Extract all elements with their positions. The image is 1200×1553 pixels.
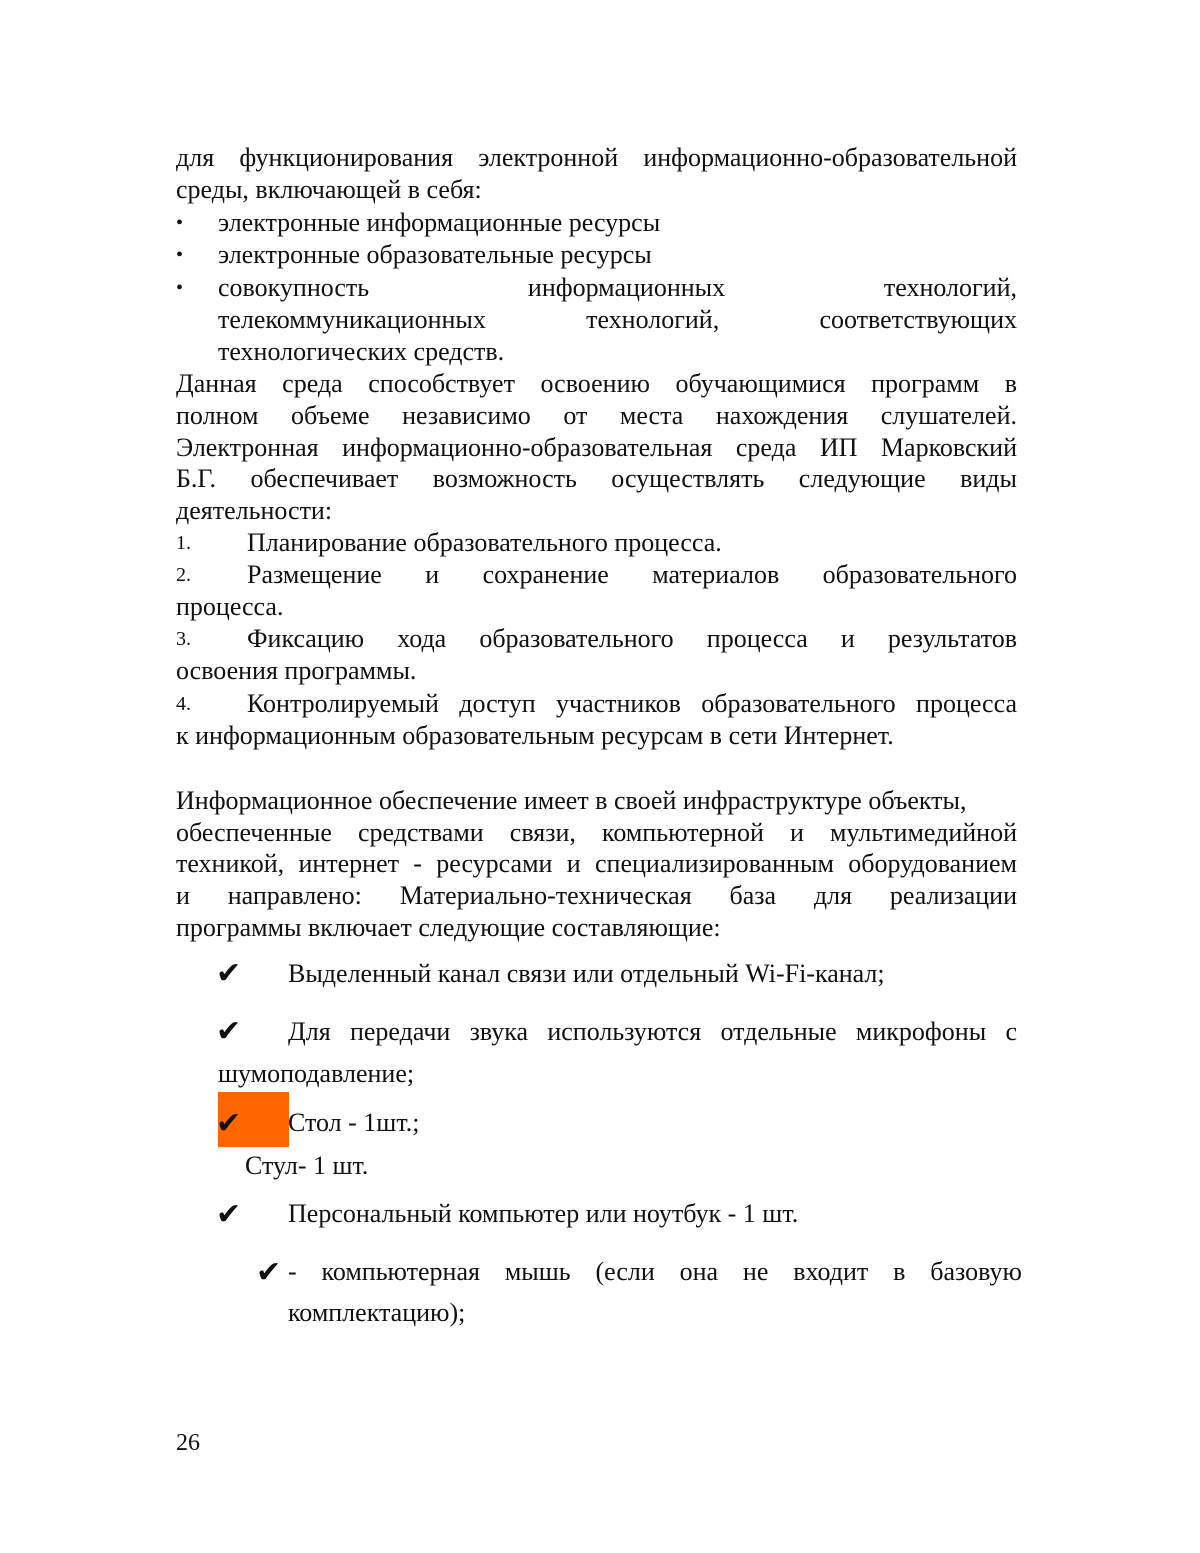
paragraph1-line-4: Б.Г. обеспечивает возможность осуществлять следующие виды (176, 464, 1017, 493)
paragraph2-line-4: и направлено: Материально-техническая база для реализации (176, 881, 1017, 910)
list-number-1: 1. (176, 532, 191, 554)
numbered-item-3-line-2: освоения программы. (176, 656, 417, 685)
numbered-item-4-line-1: Контролируемый доступ участников образовательного процесса (247, 689, 1017, 718)
intro-line-2: среды, включающей в себя: (176, 175, 482, 204)
numbered-item-2-line-2: процесса. (176, 592, 284, 621)
paragraph2-line-1: Информационное обеспечение имеет в своей инфраструктуре объекты, (176, 786, 967, 815)
chair-line: Стул- 1 шт. (245, 1151, 369, 1180)
checkmark-icon: ✔ (216, 956, 242, 991)
checkmark-icon: ✔ (216, 1106, 242, 1141)
numbered-item-3-line-1: Фиксацию хода образовательного процесса и результатов (247, 624, 1017, 653)
list-number-4: 4. (176, 693, 191, 715)
checklist-item-2-line-2: шумоподавление; (218, 1059, 415, 1088)
bullet-icon: • (176, 212, 184, 234)
list-number-2: 2. (176, 564, 191, 586)
checklist-item-2-line-1: Для передачи звука используются отдельные микрофоны с (288, 1017, 1017, 1046)
checkmark-icon: ✔ (216, 1197, 242, 1232)
checkmark-icon: ✔ (256, 1255, 282, 1290)
intro-line-1: для функционирования электронной информационно-образовательной (176, 143, 1017, 172)
checklist-item-4: Персональный компьютер или ноутбук - 1 шт. (288, 1199, 799, 1228)
bullet-item-3-line-3: технологических средств. (218, 337, 505, 366)
paragraph2-line-3: техникой, интернет - ресурсами и специализированным оборудованием (176, 849, 1017, 878)
checklist-item-3: Стол - 1шт.; (288, 1108, 420, 1137)
paragraph2-line-5: программы включает следующие составляющие: (176, 913, 721, 942)
paragraph1-line-1: Данная среда способствует освоению обучающимися программ в (176, 369, 1017, 398)
page-number: 26 (176, 1430, 200, 1456)
paragraph1-line-3: Электронная информационно-образовательная среда ИП Марковский (176, 433, 1017, 462)
checklist-item-1: Выделенный канал связи или отдельный Wi-Fi-канал; (288, 959, 885, 988)
list-number-3: 3. (176, 628, 191, 650)
bullet-item-2: электронные образовательные ресурсы (218, 240, 652, 269)
paragraph1-line-5: деятельности: (176, 496, 333, 525)
checkmark-icon: ✔ (216, 1014, 242, 1049)
paragraph2-line-2: обеспеченные средствами связи, компьютерной и мультимедийной (176, 818, 1017, 847)
checklist-item-5-line-2: комплектацию); (288, 1298, 466, 1327)
bullet-item-3-line-2: телекоммуникационных технологий, соответствующих (218, 305, 1017, 334)
checklist-item-5-line-1: - компьютерная мышь (если она не входит в базовую (288, 1257, 1022, 1286)
bullet-icon: • (176, 277, 184, 299)
numbered-item-2-line-1: Размещение и сохранение материалов образовательного (247, 560, 1017, 589)
numbered-item-1: Планирование образовательного процесса. (247, 528, 722, 557)
bullet-icon: • (176, 244, 184, 266)
numbered-item-4-line-2: к информационным образовательным ресурсам в сети Интернет. (176, 721, 894, 750)
bullet-item-1: электронные информационные ресурсы (218, 208, 661, 237)
bullet-item-3-line-1: совокупность информационных технологий, (218, 273, 1017, 302)
paragraph1-line-2: полном объеме независимо от места нахождения слушателей. (176, 401, 1017, 430)
